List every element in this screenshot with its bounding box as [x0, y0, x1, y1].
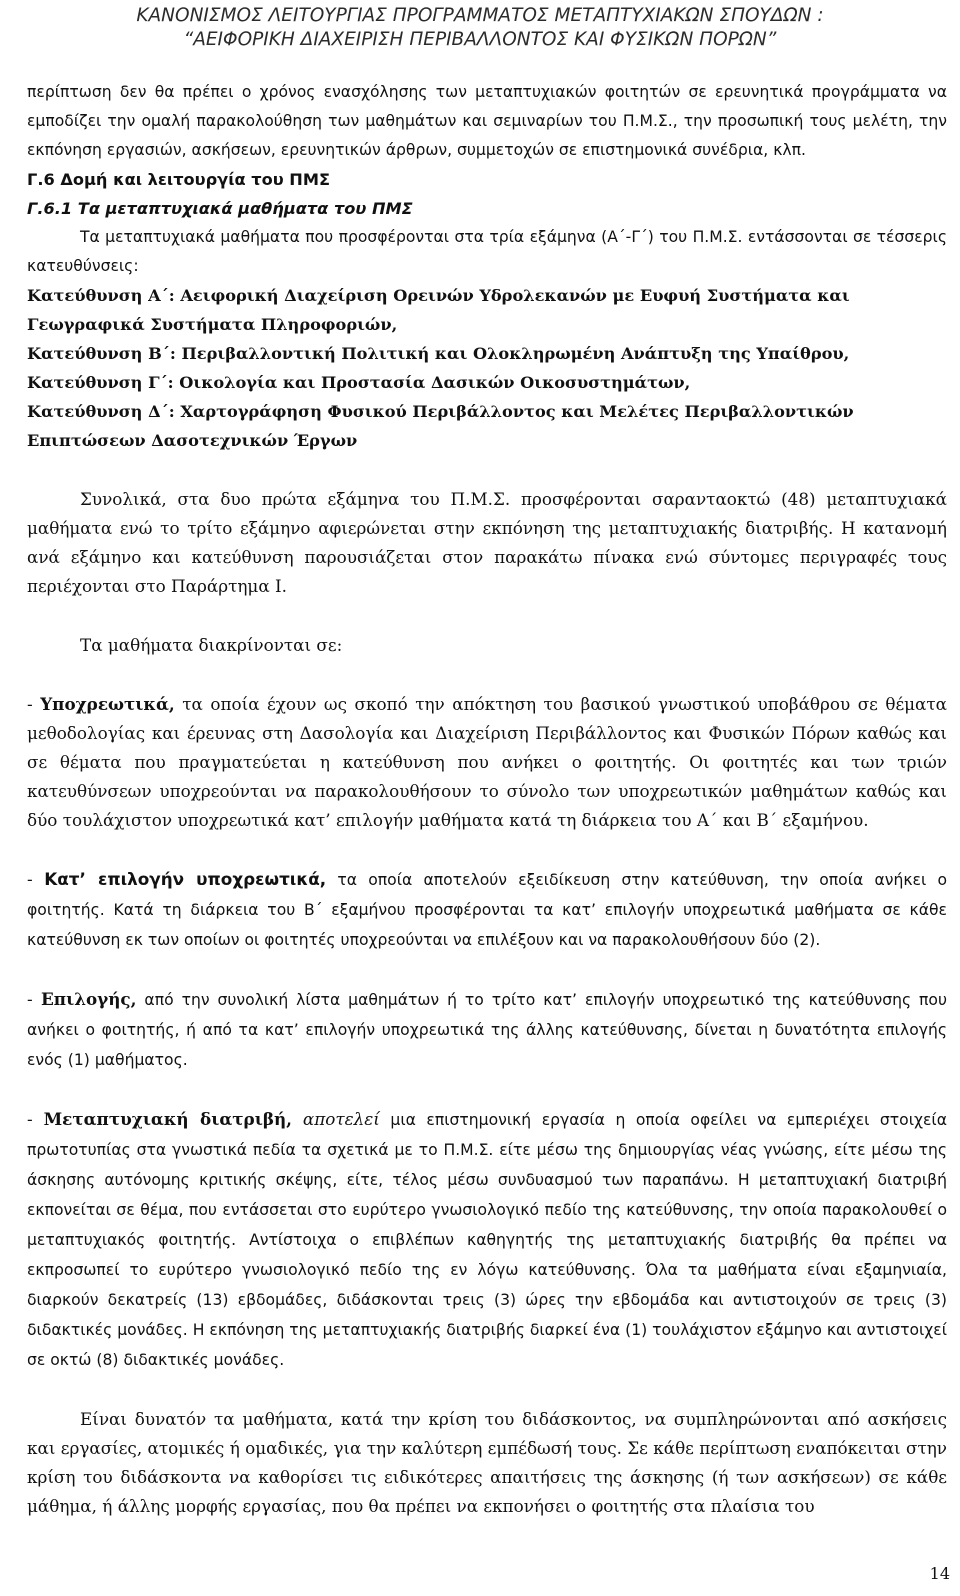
subsection-heading: Γ.6.1 Τα μεταπτυχιακά μαθήματα του ΠΜΣ: [27, 199, 413, 218]
summary-paragraph: Συνολικά, στα δυο πρώτα εξάμηνα του Π.Μ.Σ. προσφέρονται σαρανταοκτώ (48) μεταπτυχιακά μαθήματα ενώ το τρίτο εξάμηνο αφιερώνεται στην εκπόνηση της μεταπτυχιακής διατριβής. Η κατανομή ανά εξάμηνο και κατεύθυνση παρουσιάζεται στον παρακάτω πίνακα ενώ σύντομες περιγραφές τους περιέχονται στο Παράρτημα Ι.: [27, 489, 947, 596]
directions-intro: Τα μεταπτυχιακά μαθήματα που προσφέρονται στα τρία εξάμηνα (Α΄-Γ΄) του Π.Μ.Σ. εντάσσονται σε τέσσερις κατευθύνσεις:: [27, 228, 947, 275]
final-paragraph: Είναι δυνατόν τα μαθήματα, κατά την κρίση του διδάσκοντος, να συμπληρώνονται από ασκήσεις και εργασίες, ατομικές ή ομαδικές, για την καλύτερη εμπέδωσή τους. Σε κάθε περίπτωση εναπόκειται στην κρίση του διδάσκοντα να καθορίσει τις ειδικότερες απαιτήσεις της άσκησης (ή των ασκήσεων) σε κάθε μάθημα, ή άλλης μορφής εργασίας, που θα πρέπει να εκπονήσει ο φοιτητής στα πλαίσια του: [27, 1409, 947, 1516]
running-header: [0, 4, 960, 52]
section-heading: Γ.6 Δομή και λειτουργία του ΠΜΣ: [27, 170, 331, 189]
category-term: Υποχρεωτικά,: [40, 694, 175, 714]
header-line-1: ΚΑΝΟΝΙΣΜΟΣ ΛΕΙΤΟΥΡΓΙΑΣ ΠΡΟΓΡΑΜΜΑΤΟΣ ΜΕΤΑΠΤΥΧΙΑΚΩΝ ΣΠΟΥΔΩΝ :: [136, 5, 824, 26]
category-term: Κατ’ επιλογήν υποχρεωτικά,: [44, 869, 327, 889]
direction-item: Κατεύθυνση Δ΄: Χαρτογράφηση Φυσικού Περιβάλλοντος και Μελέτες Περιβαλλοντικών Επιπτώσεων Δασοτεχνικών Έργων: [27, 402, 854, 450]
header-line-2: “ΑΕΙΦΟΡΙΚΗ ΔΙΑΧΕΙΡΙΣΗ ΠΕΡΙΒΑΛΛΟΝΤΟΣ ΚΑΙ ΦΥΣΙΚΩΝ ΠΟΡΩΝ”: [183, 29, 777, 50]
page-number: 14: [929, 1564, 950, 1583]
intro-paragraph: περίπτωση δεν θα πρέπει ο χρόνος ενασχόλησης των μεταπτυχιακών φοιτητών σε ερευνητικά προγράμματα να εμποδίζει την ομαλή παρακολούθηση των μαθημάτων και σεμιναρίων του Π.Μ.Σ., την προσωπική τους μελέτη, την εκπόνηση εργασιών, ασκήσεων, ερευνητικών άρθρων, συμμετοχών σε επιστημονικά συνέδρια, κλπ.: [27, 83, 947, 159]
category-term: Μεταπτυχιακή διατριβή,: [43, 1109, 293, 1129]
direction-item: Κατεύθυνση Γ΄: Οικολογία και Προστασία Δασικών Οικοσυστημάτων,: [27, 373, 691, 392]
category-text-italic: αποτελεί: [292, 1109, 380, 1129]
category-text: τα οποία έχουν ως σκοπό την απόκτηση του βασικού γνωστικού υποβάθρου σε θέματα μεθοδολογίας και έρευνας στη Δασολογία και Διαχείριση Περιβάλλοντος και Φυσικών Πόρων καθώς και σε θέματα που πραγματεύεται η κατεύθυνση που ανήκει ο φοιτητής. Οι φοιτητές και των τριών κατευθύνσεων υποχρεούνται να παρακολουθήσουν το σύνολο των υποχρεωτικών μαθημάτων καθώς και δύο τουλάχιστον υποχρεωτικά κατ’ επιλογήν μαθήματα κατά τη διάρκεια του Α΄ και Β΄ εξαμήνου.: [27, 694, 947, 830]
category-prefix: -: [27, 989, 41, 1009]
category-compulsory: [27, 690, 947, 835]
direction-item: Κατεύθυνση Β΄: Περιβαλλοντική Πολιτική και Ολοκληρωμένη Ανάπτυξη της Υπαίθρου,: [27, 344, 850, 363]
category-elective-compulsory: [27, 865, 947, 955]
category-text: από την συνολική λίστα μαθημάτων ή το τρίτο κατ’ επιλογήν υποχρεωτικό της κατεύθυνσης που ανήκει ο φοιτητής, ή από τα κατ’ επιλογήν υποχρεωτικά της άλλης κατεύθυνσης, δίνεται η δυνατότητα επιλογής ενός (1) μαθήματος.: [27, 991, 947, 1069]
category-thesis: [27, 1105, 947, 1375]
category-prefix: -: [27, 869, 45, 889]
category-prefix: -: [27, 1109, 44, 1129]
category-prefix: -: [27, 694, 41, 714]
category-term: Επιλογής,: [41, 989, 137, 1009]
direction-item: Κατεύθυνση Α΄: Αειφορική Διαχείριση Ορεινών Υδρολεκανών με Ευφυή Συστήματα και Γεωγραφικά Συστήματα Πληροφοριών,: [27, 286, 850, 334]
category-elective: [27, 985, 947, 1075]
category-text: τα οποία αποτελούν εξειδίκευση στην κατεύθυνση, την οποία ανήκει ο φοιτητής. Κατά τη διάρκεια του Β΄ εξαμήνου προσφέρονται τα κατ’ επιλογήν υποχρεωτικά μαθήματα σε κάθε κατεύθυνση εκ των οποίων οι φοιτητές υποχρεούνται να επιλέξουν και να παρακολουθήσουν δύο (2).: [27, 871, 947, 949]
categories-intro: Τα μαθήματα διακρίνονται σε:: [80, 635, 343, 655]
page-body: [27, 78, 947, 1521]
category-text: μια επιστημονική εργασία η οποία οφείλει να εμπεριέχει στοιχεία πρωτοτυπίας στα γνωστικά πεδία τα σχετικά με το Π.Μ.Σ. είτε μέσω της δημιουργίας νέας γνώσης, είτε μέσω της άσκησης αυτόνομης κριτικής σκέψης, είτε, τέλος μέσω συνδυασμού των παραπάνω. Η μεταπτυχιακή διατριβή εκπονείται σε θέμα, που εντάσσεται στο ευρύτερο γνωσιολογικό πεδίο της κατεύθυνσης, την οποία παρακολουθεί ο μεταπτυχιακός φοιτητής. Αντίστοιχα ο επιβλέπων καθηγητής της μεταπτυχιακής διατριβής θα πρέπει να εκπροσωπεί το ευρύτερο γνωσιολογικό πεδίο της εν λόγω κατεύθυνσης. Όλα τα μαθήματα είναι εξαμηνιαία, διαρκούν δεκατρείς (13) εβδομάδες, διδάσκονται τρεις (3) ώρες την εβδομάδα και αντιστοιχούν σε τρεις (3) διδακτικές μονάδες. Η εκπόνηση της μεταπτυχιακής διατριβής διαρκεί ένα (1) τουλάχιστον εξάμηνο και αντιστοιχεί σε οκτώ (8) διδακτικές μονάδες.: [27, 1111, 947, 1369]
directions-list: [27, 281, 947, 455]
